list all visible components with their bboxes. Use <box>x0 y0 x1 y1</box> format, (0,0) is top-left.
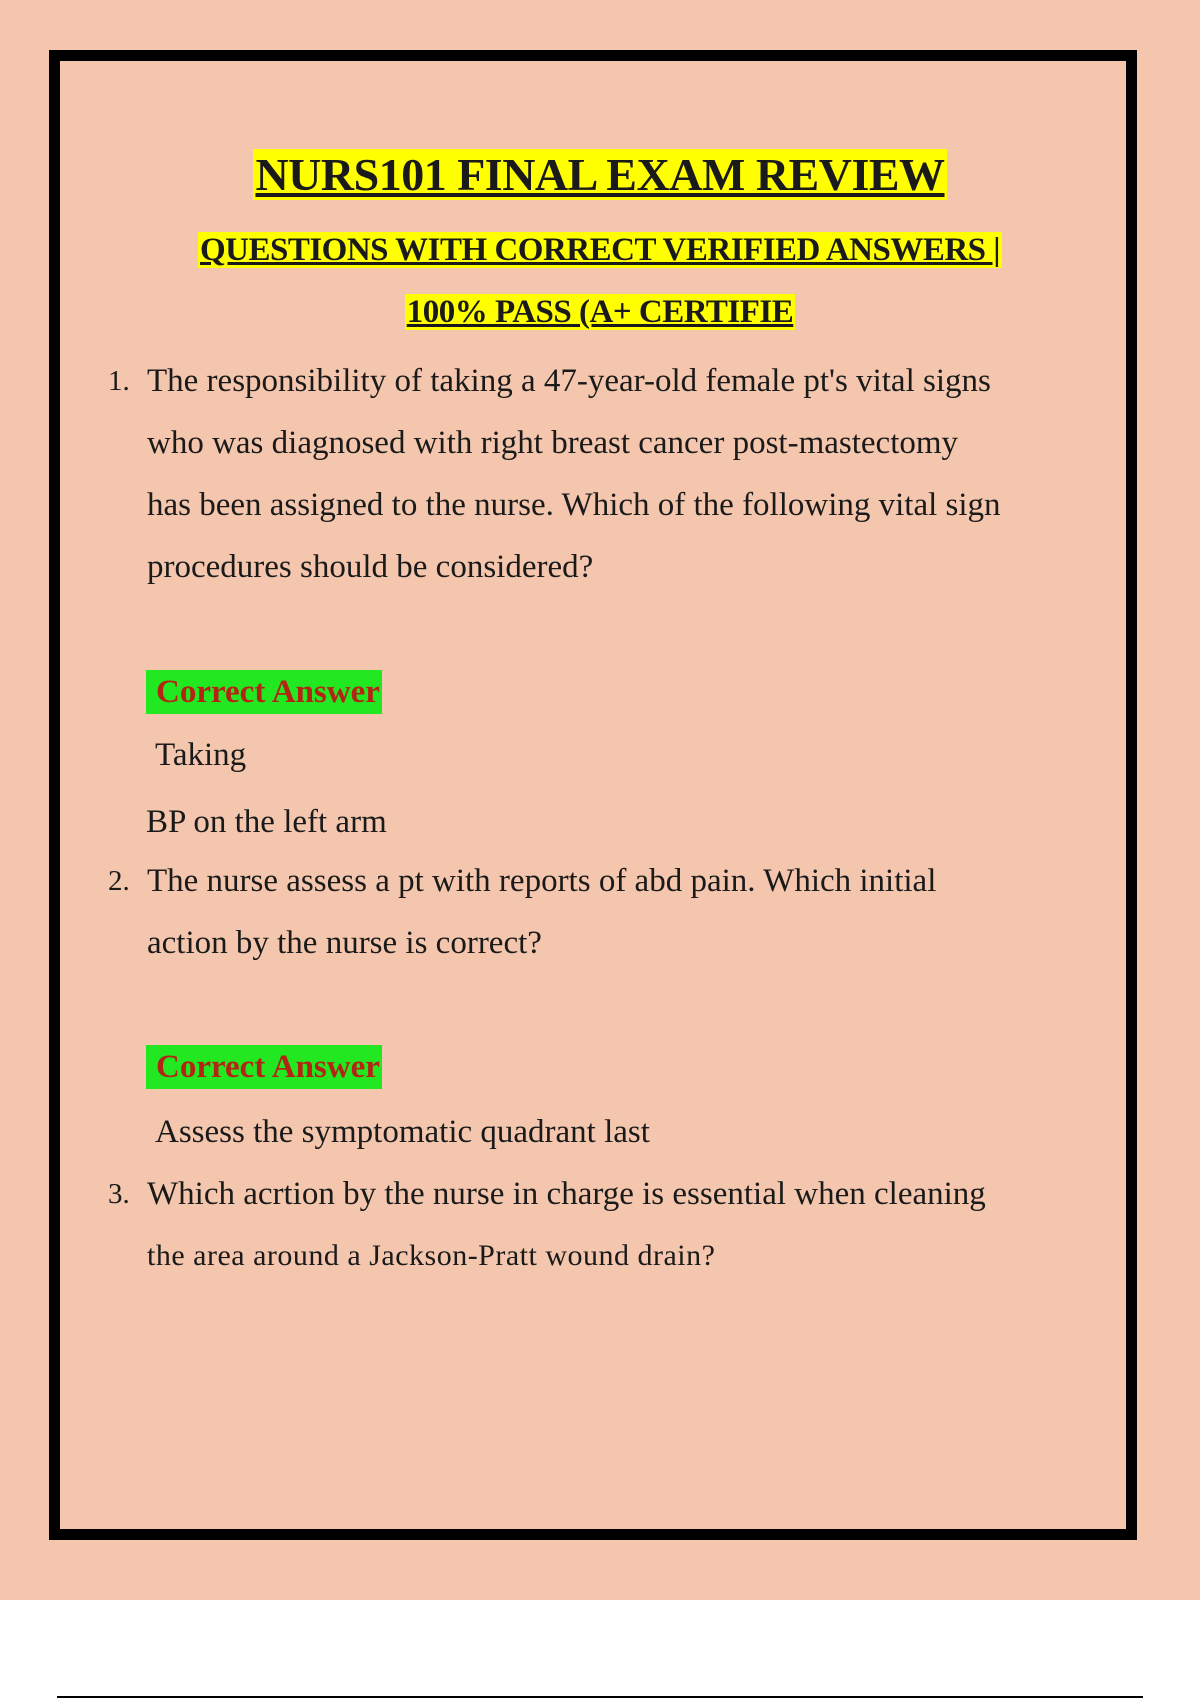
answer-text: Taking <box>155 737 247 773</box>
document-subtitle-line-2 <box>0 294 1200 331</box>
question-line: Which acrtion by the nurse in charge is essential when cleaning <box>147 1176 986 1212</box>
question-line: procedures should be considered? <box>147 549 594 585</box>
question-line: who was diagnosed with right breast cancer post-mastectomy <box>147 425 959 461</box>
question-number: 3. <box>108 1178 130 1210</box>
page-frame <box>49 50 1137 1540</box>
document-subtitle-line-1 <box>0 232 1200 269</box>
question-3 <box>108 1163 1108 1287</box>
question-text <box>147 850 1107 974</box>
answer-text: Assess the symptomatic quadrant last <box>155 1114 650 1150</box>
question-line: action by the nurse is correct? <box>147 925 542 961</box>
answer-text-clipped: BP on the left arm <box>146 804 387 833</box>
question-1 <box>108 350 1108 598</box>
document-title <box>0 148 1200 201</box>
question-line: The nurse assess a pt with reports of abd pain. Which initial <box>147 863 937 899</box>
question-2 <box>108 850 1108 974</box>
question-line: has been assigned to the nurse. Which of the following vital sign <box>147 487 1001 523</box>
question-text <box>147 1163 1107 1287</box>
subtitle-line-2-text: 100% PASS (A+ CERTIFIE <box>406 294 794 330</box>
document-title-text: NURS101 FINAL EXAM REVIEW <box>255 149 945 200</box>
correct-answer-badge: Correct Answer <box>146 1045 382 1089</box>
question-text <box>147 350 1107 598</box>
subtitle-line-1-text: QUESTIONS WITH CORRECT VERIFIED ANSWERS | <box>199 232 1001 268</box>
question-number: 2. <box>108 865 130 897</box>
question-line: The responsibility of taking a 47-year-old female pt's vital signs <box>147 363 991 399</box>
question-number: 1. <box>108 365 130 397</box>
correct-answer-badge: Correct Answer <box>146 670 382 714</box>
question-line: the area around a Jackson-Pratt wound drain? <box>147 1239 716 1272</box>
footer-divider <box>57 1696 1143 1698</box>
